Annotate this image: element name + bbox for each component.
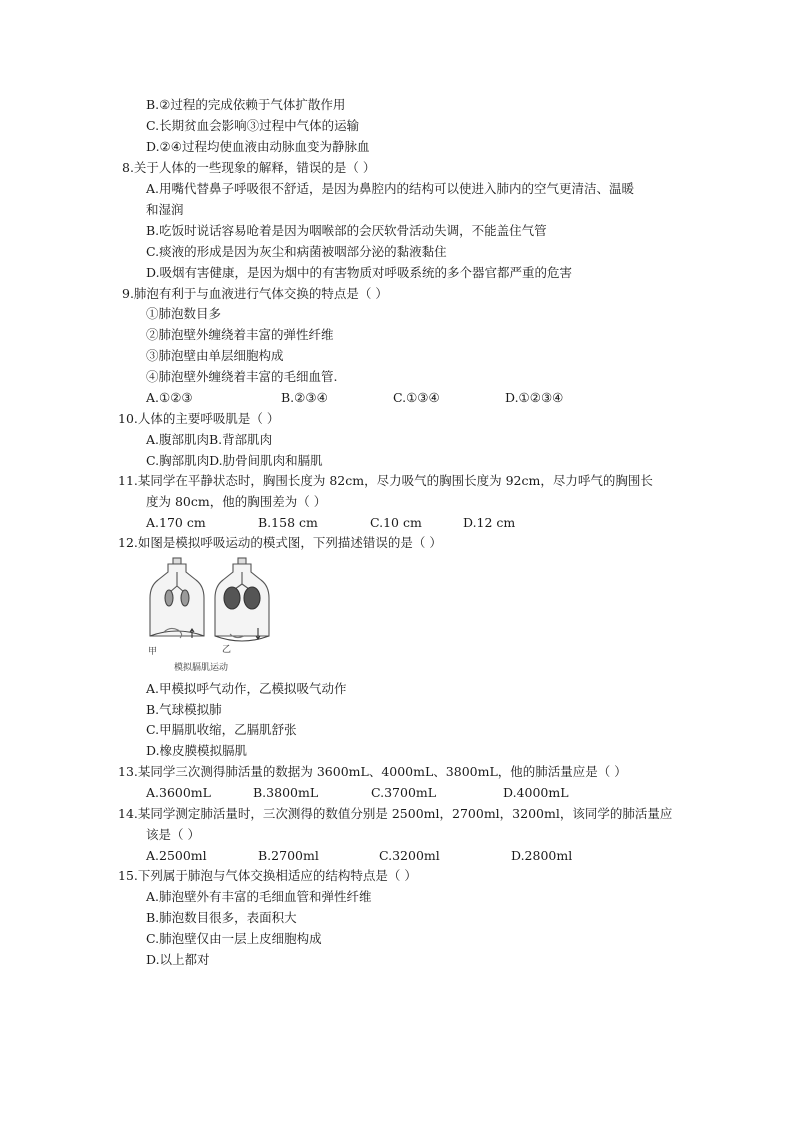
- q15-option-a: A.肺泡壁外有丰富的毛细血管和弹性纤维: [146, 889, 372, 904]
- fig-label-yi: 乙: [222, 645, 232, 655]
- q13-option-c: C.3700mL: [371, 785, 437, 800]
- q7-option-d: D.②④过程均使血液由动脉血变为静脉血: [146, 139, 370, 154]
- q14-option-b: B.2700ml: [258, 848, 319, 863]
- q7-option-b: B.②过程的完成依赖于气体扩散作用: [146, 97, 346, 112]
- fig-caption: 模拟膈肌运动: [174, 663, 229, 673]
- fig-label-jia: 甲: [148, 647, 158, 657]
- q13-option-a: A.3600mL: [146, 785, 211, 800]
- q8-option-a: A.用嘴代替鼻子呼吸很不舒适，是因为鼻腔内的结构可以使进入肺内的空气更清洁、温暖: [146, 181, 635, 196]
- q11-option-d: D.12 cm: [463, 515, 516, 530]
- q10-stem: 10.人体的主要呼吸肌是（ ）: [118, 411, 280, 426]
- q11-stem: 11.某同学在平静状态时，胸围长度为 82cm，尽力吸气的胸围长度为 92cm，尽力呼气的胸围长: [118, 473, 653, 488]
- q9-item-1: ①肺泡数目多: [146, 306, 222, 321]
- q9-option-a: A.①②③: [146, 390, 193, 405]
- q9-option-d: D.①②③④: [505, 390, 564, 405]
- q9-option-c: C.①③④: [393, 390, 440, 405]
- q8-option-c: C.痰液的形成是因为灰尘和病菌被咽部分泌的黏液黏住: [146, 244, 447, 259]
- q14-option-d: D.2800ml: [511, 848, 573, 863]
- q9-option-b: B.②③④: [281, 390, 328, 405]
- jar-yi-icon: [215, 558, 269, 641]
- q8-option-d: D.吸烟有害健康，是因为烟中的有害物质对呼吸系统的多个器官都严重的危害: [146, 265, 573, 280]
- q11-option-a: A.170 cm: [146, 515, 206, 530]
- q10-option-cd: C.胸部肌肉D.肋骨间肌肉和膈肌: [146, 453, 323, 468]
- q13-stem: 13.某同学三次测得肺活量的数据为 3600mL、4000mL、3800mL，他的肺活量应是（ ）: [118, 764, 627, 779]
- q15-stem: 15.下列属于肺泡与气体交换相适应的结构特点是（ ）: [118, 868, 417, 883]
- q12-option-a: A.甲模拟呼气动作，乙模拟吸气动作: [146, 681, 347, 696]
- q14-stem: 14.某同学测定肺活量时，三次测得的数值分别是 2500ml，2700ml，3200ml，该同学的肺活量应: [118, 806, 673, 821]
- q8-option-b: B.吃饭时说话容易呛着是因为咽喉部的会厌软骨活动失调，不能盖住气管: [146, 223, 547, 238]
- breathing-model-figure: [146, 556, 278, 678]
- q11-stem-cont: 度为 80cm，他的胸围差为（ ）: [146, 494, 327, 509]
- q14-stem-cont: 该是（ ）: [146, 827, 200, 842]
- q9-item-3: ③肺泡壁由单层细胞构成: [146, 348, 284, 363]
- q9-item-4: ④肺泡壁外缠绕着丰富的毛细血管.: [146, 369, 338, 384]
- q15-option-d: D.以上都对: [146, 952, 210, 967]
- q12-stem: 12.如图是模拟呼吸运动的模式图，下列描述错误的是（ ）: [118, 535, 442, 550]
- q7-option-c: C.长期贫血会影响③过程中气体的运输: [146, 118, 360, 133]
- q10-option-ab: A.腹部肌肉B.背部肌肉: [146, 432, 273, 447]
- q15-option-c: C.肺泡壁仅由一层上皮细胞构成: [146, 931, 322, 946]
- q12-option-c: C.甲膈肌收缩，乙膈肌舒张: [146, 722, 297, 737]
- q14-option-a: A.2500ml: [146, 848, 207, 863]
- q12-option-b: B.气球模拟肺: [146, 702, 222, 717]
- q11-option-c: C.10 cm: [370, 515, 422, 530]
- q15-option-b: B.肺泡数目很多，表面积大: [146, 910, 297, 925]
- q9-stem: 9.肺泡有利于与血液进行气体交换的特点是（ ）: [122, 286, 388, 301]
- q9-item-2: ②肺泡壁外缠绕着丰富的弹性纤维: [146, 327, 334, 342]
- q14-option-c: C.3200ml: [379, 848, 440, 863]
- q8-option-a-cont: 和湿润: [146, 202, 184, 217]
- q8-stem: 8.关于人体的一些现象的解释，错误的是（ ）: [122, 160, 376, 175]
- jar-jia-icon: [150, 558, 204, 638]
- q13-option-b: B.3800mL: [253, 785, 319, 800]
- q13-option-d: D.4000mL: [503, 785, 569, 800]
- q12-option-d: D.橡皮膜模拟膈肌: [146, 743, 248, 758]
- q11-option-b: B.158 cm: [258, 515, 318, 530]
